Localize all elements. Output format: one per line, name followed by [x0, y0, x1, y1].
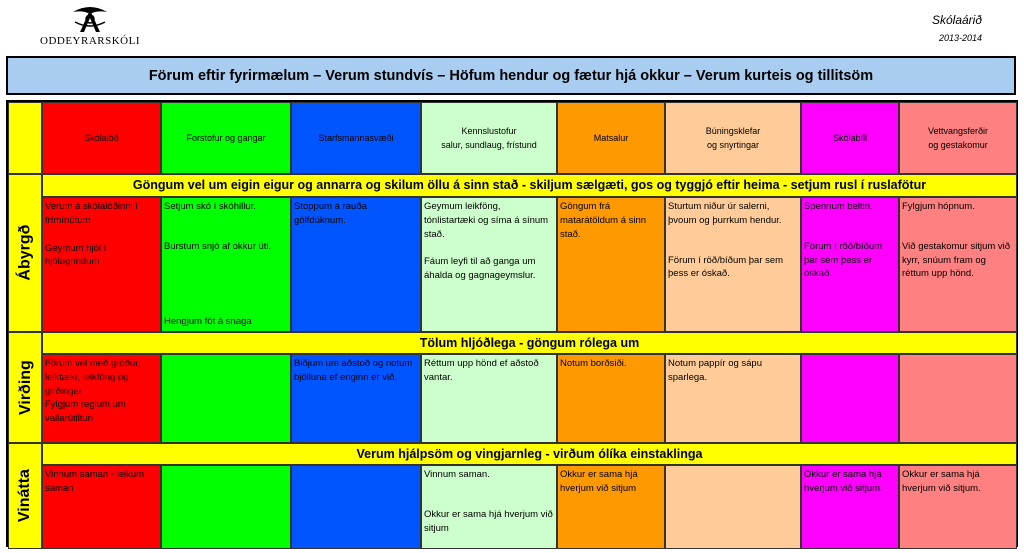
rule-cell: Verum á skólalóðinni í frímínútum Geymum hjól í hjólagrindum [42, 197, 161, 332]
rule-cell: Vinnum saman - leikum saman [42, 465, 161, 549]
rule-cell: Notum pappír og sápu sparlega. [665, 354, 801, 443]
section-label-vinatta: Vinátta [8, 443, 42, 549]
rule-cell: Geymum leikföng, tónlistartæki og síma á sínum stað. Fáum leyfi til að ganga um áhalda og gagnageymslur. [421, 197, 557, 332]
rule-cell: Stoppum á rauða gólfdúknum. [291, 197, 421, 332]
rule-cell: Réttum upp hönd ef aðstoð vantar. [421, 354, 557, 443]
rule-cell [801, 354, 899, 443]
main-rules-banner: Förum eftir fyrirmælum – Verum stundvís – Höfum hendur og fætur hjá okkur – Verum kurteis og tillitsöm [6, 56, 1016, 95]
year-label: 2013-2014 [938, 33, 982, 43]
column-header: Starfsmannasvæði [291, 102, 421, 174]
school-name: ODDEYRARSKÓLI [40, 35, 140, 47]
rule-cell: Setjum skó í skóhillur. Burstum snjó af okkur úti. Hengjum föt á snaga [161, 197, 291, 332]
document-title [932, 13, 982, 43]
title-label: Skólaárið [931, 13, 982, 27]
section-label-virding: Virðing [8, 332, 42, 443]
column-header: Skólabíll [801, 102, 899, 174]
section-label-abyrgd: Ábyrgð [8, 174, 42, 332]
column-header: Forstofur og gangar [161, 102, 291, 174]
section-strip: Verum hjálpsöm og vingjarnleg - virðum ólíka einstaklinga [42, 443, 1017, 465]
rule-cell: Okkur er sama hjá hverjum við sitjum. [801, 465, 899, 549]
rule-cell [665, 465, 801, 549]
school-emblem-icon [67, 4, 113, 34]
rule-cell: Fylgjum hópnum. Við gestakomur sitjum við kyrr, snúum fram og réttum upp hönd. [899, 197, 1017, 332]
column-header: Kennslustofur salur, sundlaug, frístund [421, 102, 557, 174]
section-strip: Göngum vel um eigin eigur og annarra og skilum öllu á sinn stað - skiljum sælgæti, gos og tyggjó eftir heima - setjum rusl í ruslafötur [42, 174, 1017, 197]
rule-cell [161, 465, 291, 549]
column-header: Búningsklefar og snyrtingar [665, 102, 801, 174]
rule-cell [899, 354, 1017, 443]
school-logo [40, 4, 140, 52]
rule-cell: Sturtum niður úr salerni, þvoum og þurrkum hendur. Förum í röð/bíðum þar sem þess er óskað. [665, 197, 801, 332]
column-header: Vettvangsferðir og gestakomur [899, 102, 1017, 174]
column-header: Skólalóð [42, 102, 161, 174]
rule-cell [161, 354, 291, 443]
rule-cell [291, 465, 421, 549]
rule-cell: Okkur er sama hjá hverjum við sitjum. [899, 465, 1017, 549]
rule-cell: Spennum beltin. Förum í röð/bíðum þar sem þess er óskað. [801, 197, 899, 332]
rule-cell: Vinnum saman. Okkur er sama hjá hverjum við sitjum [421, 465, 557, 549]
rule-cell: Göngum frá matarátöldum á sinn stað. [557, 197, 665, 332]
section-strip: Tölum hljóðlega - göngum rólega um [42, 332, 1017, 354]
corner-cell [8, 102, 42, 174]
rule-cell: Förum vel með gróður, leiktæki, leikföng og girðingar Fylgjum reglum um vallarútiltun [42, 354, 161, 443]
rule-cell: Notum borðsiði. [557, 354, 665, 443]
rule-cell: Biðjum um aðstoð og notum bjölluna ef enginn er við. [291, 354, 421, 443]
rules-matrix [6, 100, 1018, 547]
rule-cell: Okkur er sama hjá hverjum við sitjum [557, 465, 665, 549]
column-header: Matsalur [557, 102, 665, 174]
